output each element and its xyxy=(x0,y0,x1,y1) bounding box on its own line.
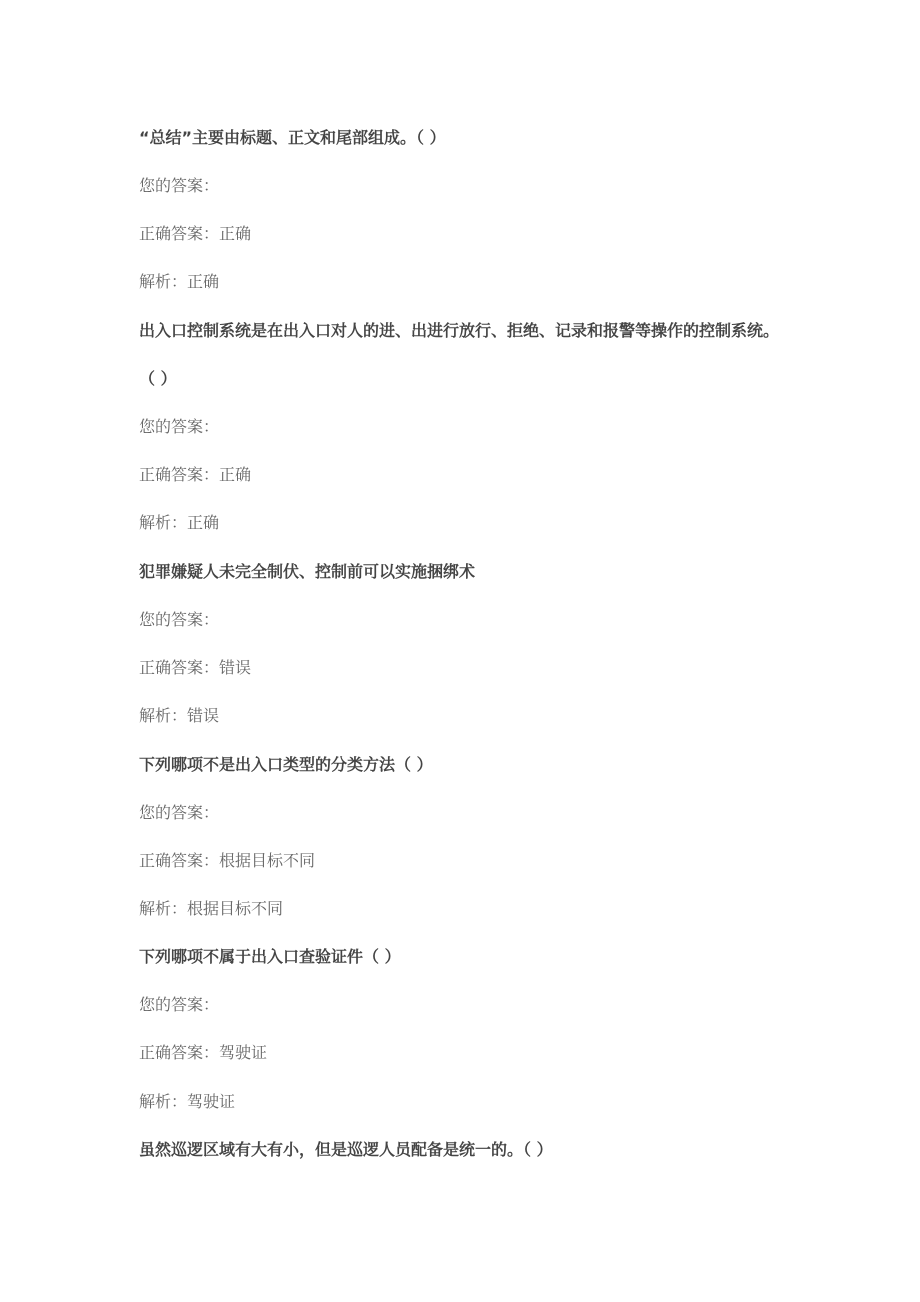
question-6-text: 虽然巡逻区域有大有小，但是巡逻人员配备是统一的。（ ） xyxy=(139,1140,553,1159)
question-1-your-answer: 您的答案： xyxy=(139,176,220,195)
question-2-analysis: 解析：正确 xyxy=(139,513,220,532)
question-4-your-answer: 您的答案： xyxy=(139,803,220,822)
question-5-your-answer: 您的答案： xyxy=(139,995,220,1014)
question-4-text: 下列哪项不是出入口类型的分类方法（ ） xyxy=(139,755,433,774)
question-2-correct-answer: 正确答案：正确 xyxy=(139,465,252,484)
question-1-analysis: 解析：正确 xyxy=(139,272,220,291)
question-5-text: 下列哪项不属于出入口查验证件（ ） xyxy=(139,947,401,966)
question-3-your-answer: 您的答案： xyxy=(139,610,220,629)
question-3-text: 犯罪嫌疑人未完全制伏、控制前可以实施捆绑术 xyxy=(139,562,476,581)
question-4-correct-answer: 正确答案：根据目标不同 xyxy=(139,851,316,870)
question-5-analysis: 解析：驾驶证 xyxy=(139,1092,236,1111)
question-3-correct-answer: 正确答案：错误 xyxy=(139,658,252,677)
question-5-correct-answer: 正确答案：驾驶证 xyxy=(139,1043,268,1062)
question-2-your-answer: 您的答案： xyxy=(139,417,220,436)
question-4-analysis: 解析：根据目标不同 xyxy=(139,899,284,918)
question-1-correct-answer: 正确答案：正确 xyxy=(139,224,252,243)
question-3-analysis: 解析：错误 xyxy=(139,706,220,725)
question-2-text-continued: （ ） xyxy=(139,369,177,388)
question-1-text: “总结”主要由标题、正文和尾部组成。（ ） xyxy=(139,128,446,147)
question-2-text: 出入口控制系统是在出入口对人的进、出进行放行、拒绝、记录和报警等操作的控制系统。 xyxy=(139,321,780,340)
